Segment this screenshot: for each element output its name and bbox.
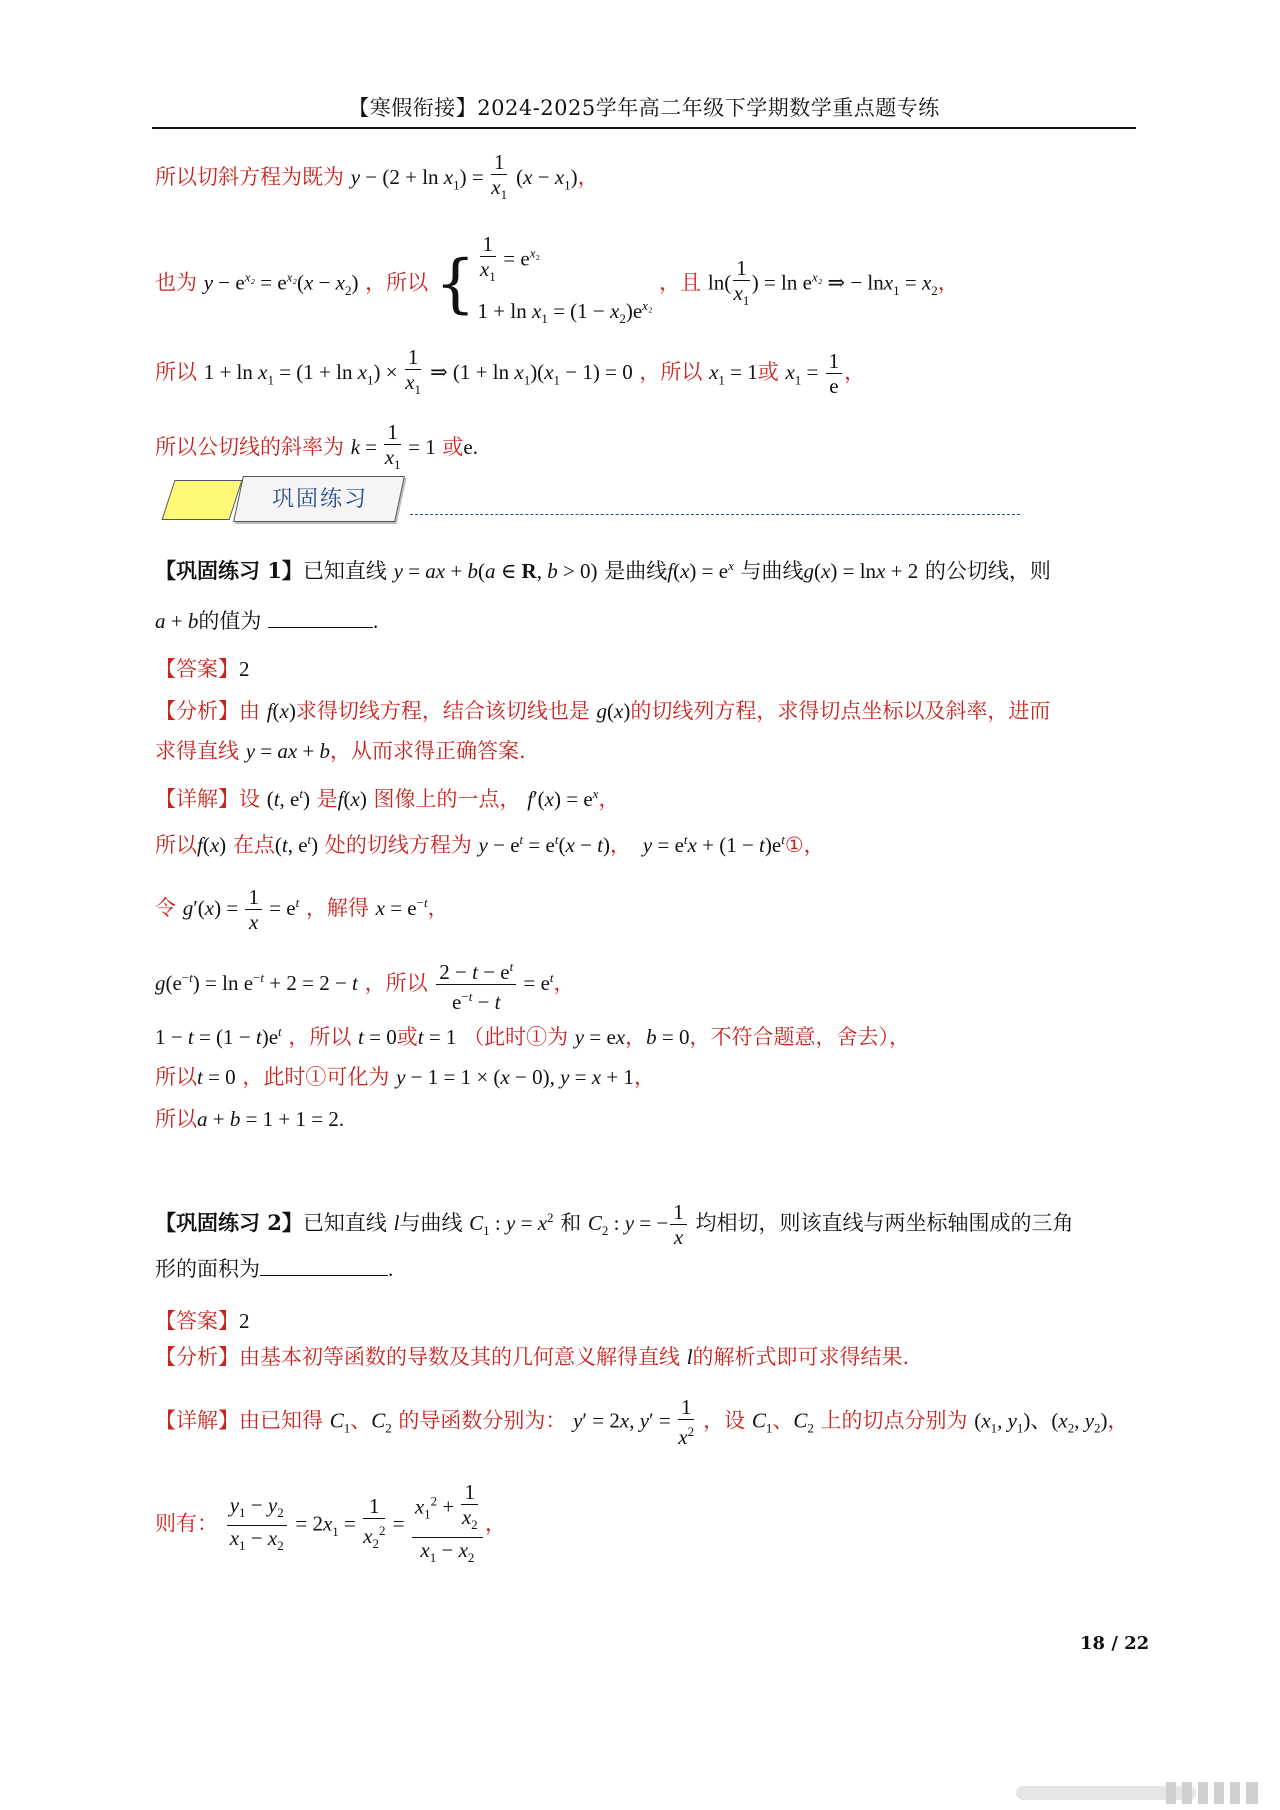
ex2-answer: 【答案】2 [155,1309,250,1333]
section-banner [160,474,1020,534]
ex2-question-line-1: 【巩固练习 2】已知直线 l与曲线 $C_1$ : $y = x^2$ 和 $C_2$ : y = − $\frac{1}{x}$ 均相切，则该直线与两坐标轴围成的三角 [155,1200,1074,1249]
ex2-question-line-2: 形的面积为 . [155,1257,394,1281]
ex1-detail-line-4: $g(e^{-t}) = \ln e^{-t} + 2 = 2 - t$ ，所以 $\frac{2 - t - e^t}{e^{-t} - t}$ = $e^t$， [155,955,575,1014]
ex1-detail-line-6: 所以t = 0 ，此时①可化为 y − 1 = 1 × (x − 0), y = x + 1， [155,1065,655,1089]
section-title: 巩固练习 [272,487,369,512]
solution-line-1: 所以切斜方程为既为 $y - (2 + \ln x_1)$ = $\frac{1}{x_1}$ $(x - x_1)$， [155,150,599,203]
ex1-analysis-line-2: 求得直线 y = ax + b，从而求得正确答案. [155,739,526,763]
ex2-answer-blank [260,1255,388,1276]
ex1-detail-line-1: 【详解】设 (t, $e^t$) 是f(x) 图像上的一点， $f'(x) = e^x$， [155,786,620,811]
ex1-question-line-2: a + b的值为 . [155,609,379,633]
ex2-detail-line-1: 【详解】由已知得 $C_1$、$C_2$ 的导函数分别为： y′ = 2x, y′ = $\frac{1}{x^2}$ ，设 $C_1$、$C_2$ 上的切点分别为 ($x_1$, $y_1$)、($x_2$, $y_2$)， [155,1395,1129,1449]
solution-line-4: 所以公切线的斜率为 k = $\frac{1}{x_1}$ = 1 或e. [155,420,478,473]
ex1-answer: 【答案】2 [155,657,250,681]
ex1-detail-line-2: 所以f(x) 在点(t, $e^t$) 处的切线方程为 $y - e^t = e^t(x - t)$， $y = e^tx + (1$ − $t)e^t①$， [155,832,825,857]
ex2-detail-line-2: 则有： $\frac{y_1 - y_2}{x_1 - x_2}$ = $2x_1$ = $\frac{1}{x_2^2}$ = $x_1^2$ + $\frac{1}{x_2}$ $x_1 - x_2$ ， [155,1480,506,1566]
page-header: 【寒假衔接】2024-2025学年高二年级下学期数学重点题专练 [348,96,940,120]
page-number: 18 / 22 [1080,1633,1150,1654]
watermark-logo [1016,1778,1266,1808]
ex2-analysis: 【分析】由基本初等函数的导数及其的几何意义解得直线 l的解析式即可求得结果. [155,1345,910,1369]
ex1-question-line-1: 【巩固练习 1】已知直线 y = ax + b(a ∈ R, b > 0) 是曲线$f(x) = e^x$ 与曲线g(x) = lnx + 2 的公切线，则 [155,558,1051,583]
ex1-analysis-line-1: 【分析】由 f(x)求得切线方程，结合该切线也是 g(x)的切线列方程，求得切点坐标以及斜率，进而 [155,699,1051,723]
ex1-detail-line-3: 令 g′(x) = $\frac{1}{x}$ = $e^t$ ，解得 $x = e^{-t}$， [155,885,449,934]
banner-yellow-block [162,480,243,520]
solution-line-3: 所以 $1 + \ln x_1 = (1 + \ln x_1)$ × $\frac{1}{x_1}$ ⇒ $(1 + \ln x_1)(x_1 - 1) = 0$ ，所以 $x_1 = 1$或 $x_1$ = $\frac{1}{e}$ ， [155,345,866,399]
solution-line-2: 也为 $y - e^{x_2} = e^{x_2}(x - x_2)$ ，所以 { $\frac{1}{x_1}$ = $e^{x_2}$ $1 + \ln x_1 = (1 - x_2)e^{x_2}$ ，且 ln( $\frac{1}{x_1}$ ) = $\ln e^{x_2}$ ⇒ − $\ln x_1 = x_2$， [155,232,959,327]
ex1-answer-blank [268,607,373,628]
header-rule [152,127,1136,129]
ex1-detail-line-5: $1 - t = (1 - t)e^t$ ，所以 t = 0或t = 1 （此时①为 y = ex，b = 0，不符合题意，舍去）， [155,1024,910,1049]
ex1-detail-line-7: 所以a + b = 1 + 1 = 2. [155,1107,345,1131]
banner-dashed-rule [410,514,1020,515]
